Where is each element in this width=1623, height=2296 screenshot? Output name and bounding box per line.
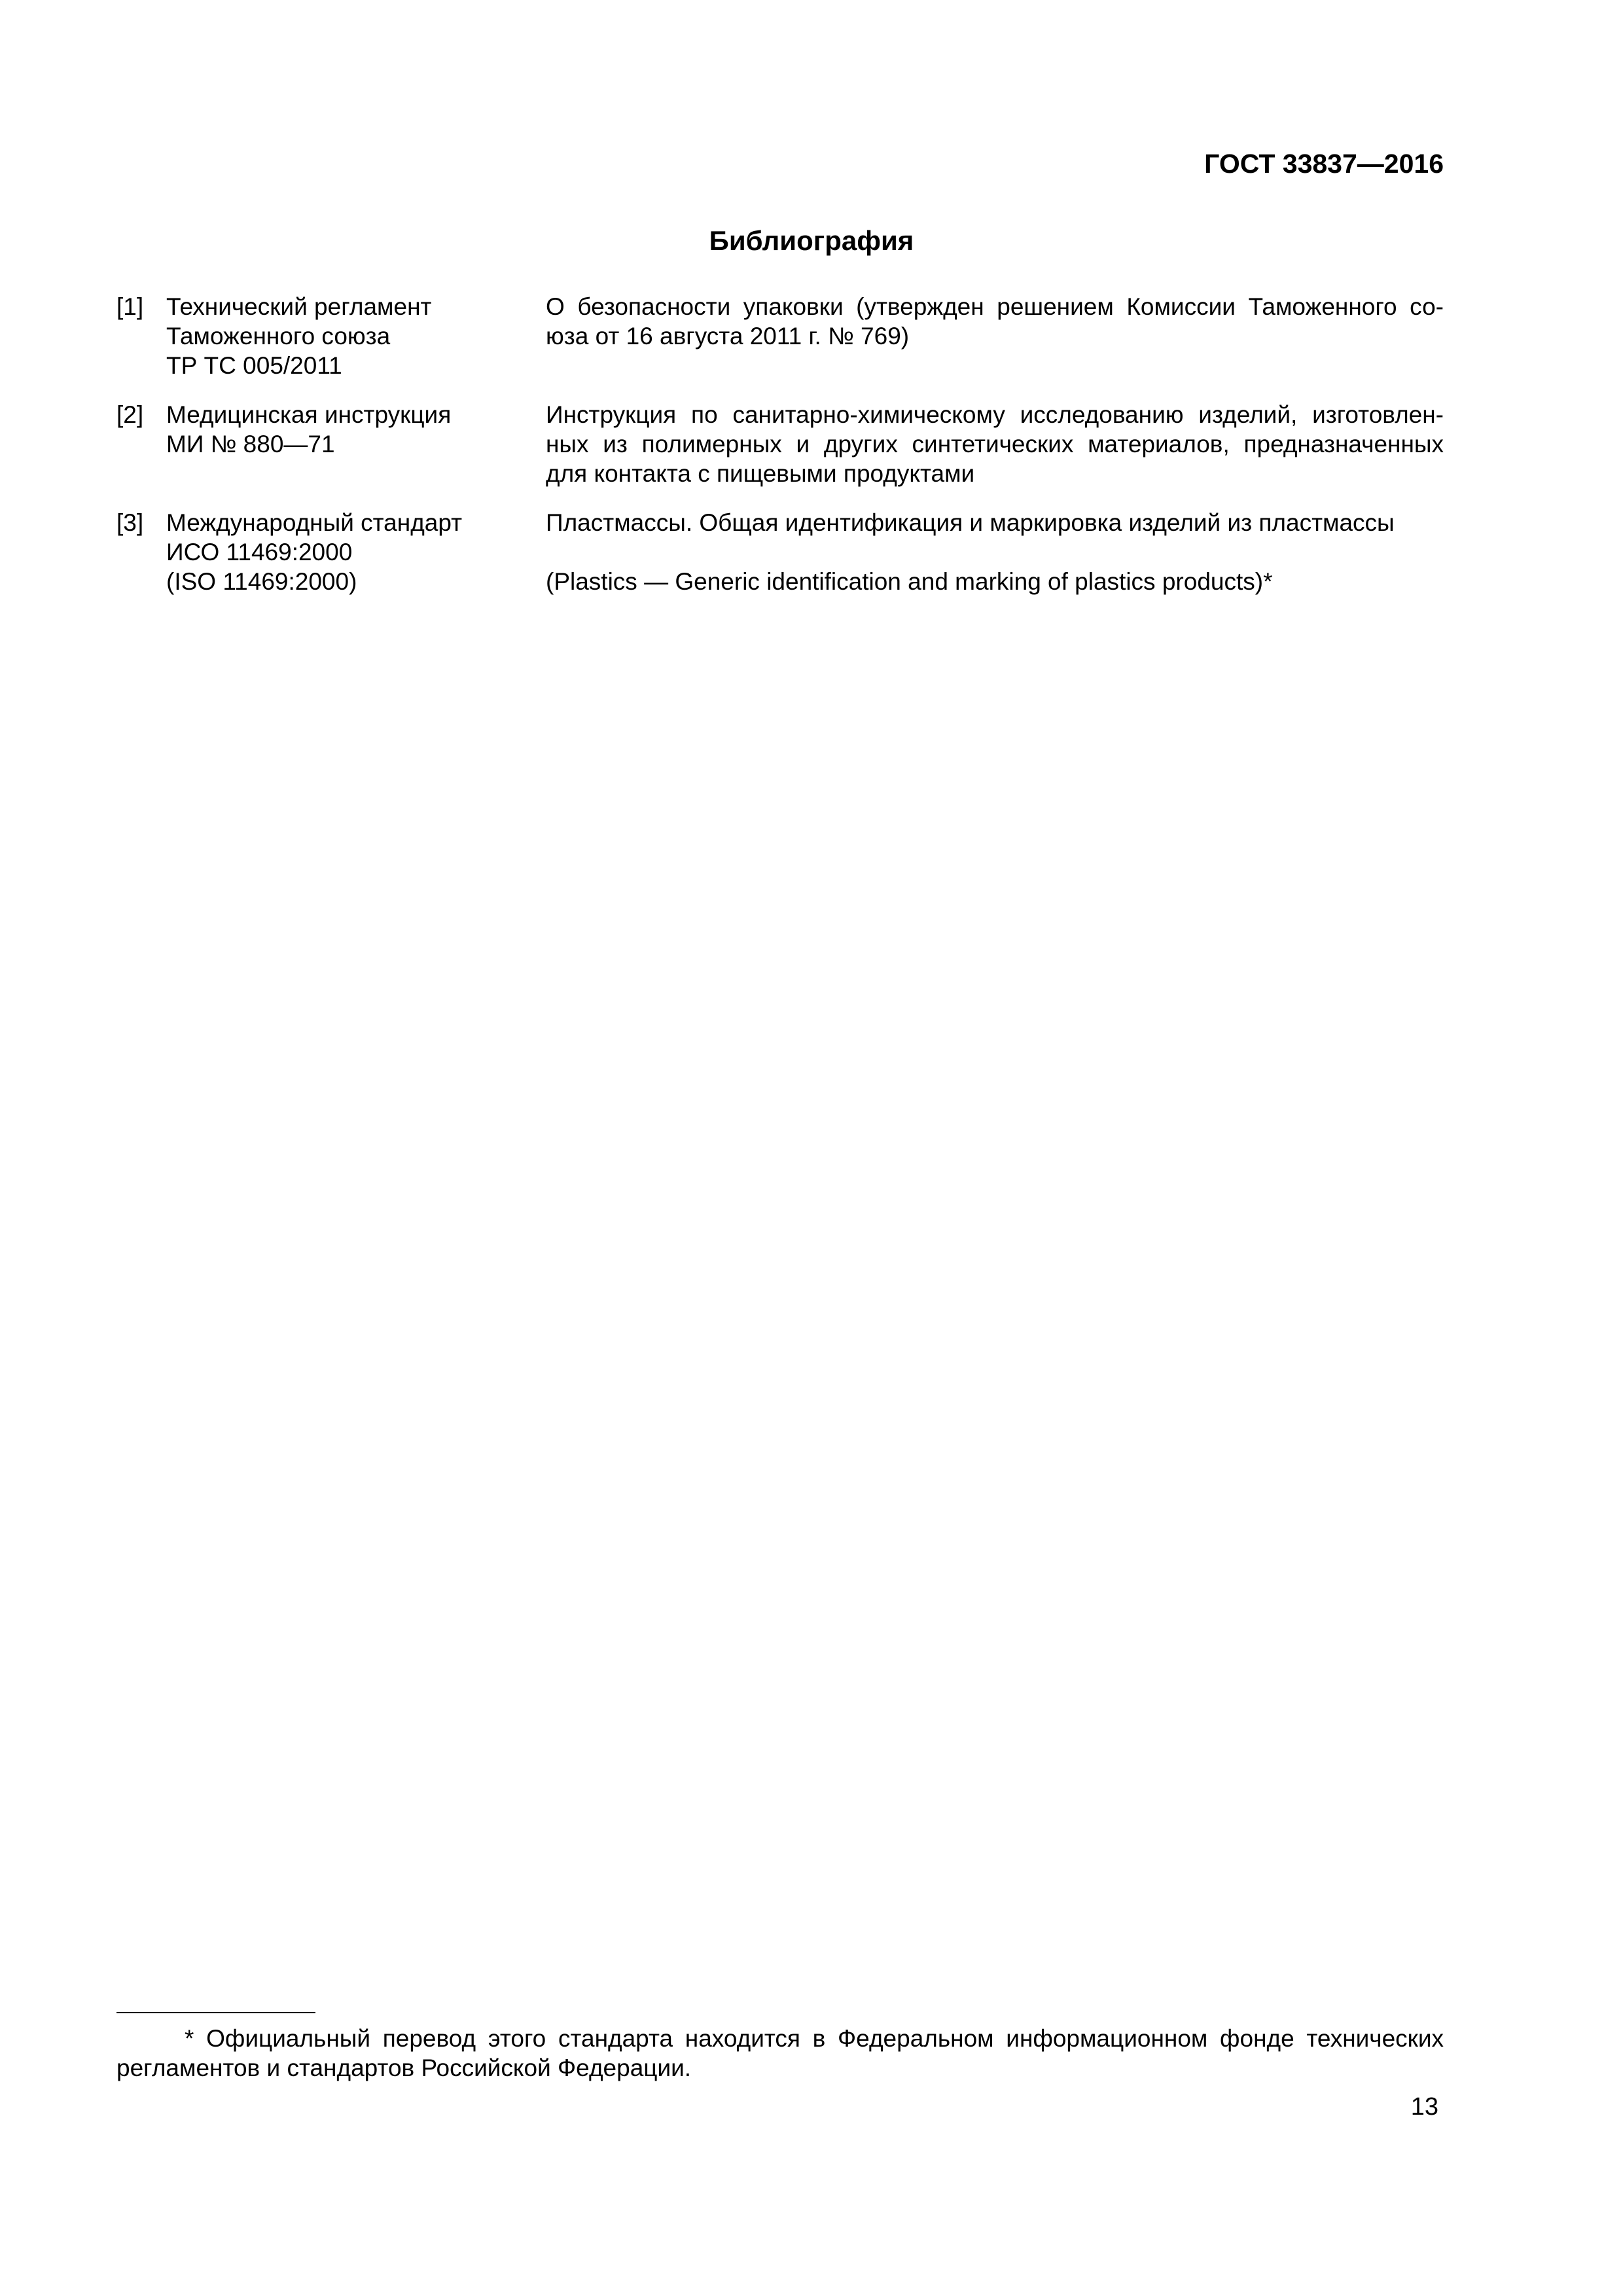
description-line: Пластмассы. Общая идентификация и маркировка изделий из пластмассы	[546, 509, 1395, 536]
bibliography-entry	[116, 508, 1444, 596]
reference-line: Таможенного союза	[166, 323, 391, 350]
entry-number: [3]	[116, 509, 144, 536]
description-line: ных из полимерных и других синтетических материалов, предназначенных	[546, 431, 1444, 457]
reference-line: Технический регламент	[166, 293, 432, 320]
entry-description	[546, 292, 1444, 351]
bibliography-entry	[116, 400, 1444, 488]
entry-description	[546, 508, 1444, 596]
footnote	[116, 2024, 1444, 2083]
bibliography-entry	[116, 292, 1444, 380]
description-line: Инструкция по санитарно-химическому исследованию изделий, изготовлен-	[546, 401, 1444, 428]
footnote-line: * Официальный перевод этого стандарта находится в Федеральном информационном фонде технических	[185, 2025, 1444, 2052]
description-line: для контакта с пищевыми продуктами	[546, 460, 975, 487]
footnote-separator	[116, 2012, 315, 2013]
reference-line: ТР ТС 005/2011	[166, 352, 342, 379]
entry-reference	[166, 292, 546, 380]
section-title: Библиография	[709, 225, 914, 256]
reference-line: Медицинская инструкция	[166, 401, 452, 428]
reference-line: (ISO 11469:2000)	[166, 568, 357, 595]
page-number: 13	[1410, 2093, 1438, 2121]
description-line: (Plastics — Generic identification and marking of plastics products)*	[546, 568, 1273, 595]
entry-reference	[166, 400, 546, 459]
entry-reference	[166, 508, 546, 596]
description-line: О безопасности упаковки (утвержден решением Комиссии Таможенного со-	[546, 293, 1444, 320]
reference-line: МИ № 880—71	[166, 431, 335, 457]
entry-number: [1]	[116, 293, 144, 320]
entry-description	[546, 400, 1444, 488]
reference-line: Международный стандарт	[166, 509, 463, 536]
description-line: юза от 16 августа 2011 г. № 769)	[546, 323, 910, 350]
bibliography-list	[116, 292, 1444, 596]
footnote-line: регламентов и стандартов Российской Федерации.	[116, 2054, 692, 2081]
document-code: ГОСТ 33837—2016	[1204, 149, 1444, 179]
entry-number: [2]	[116, 401, 144, 428]
reference-line: ИСО 11469:2000	[166, 539, 353, 565]
